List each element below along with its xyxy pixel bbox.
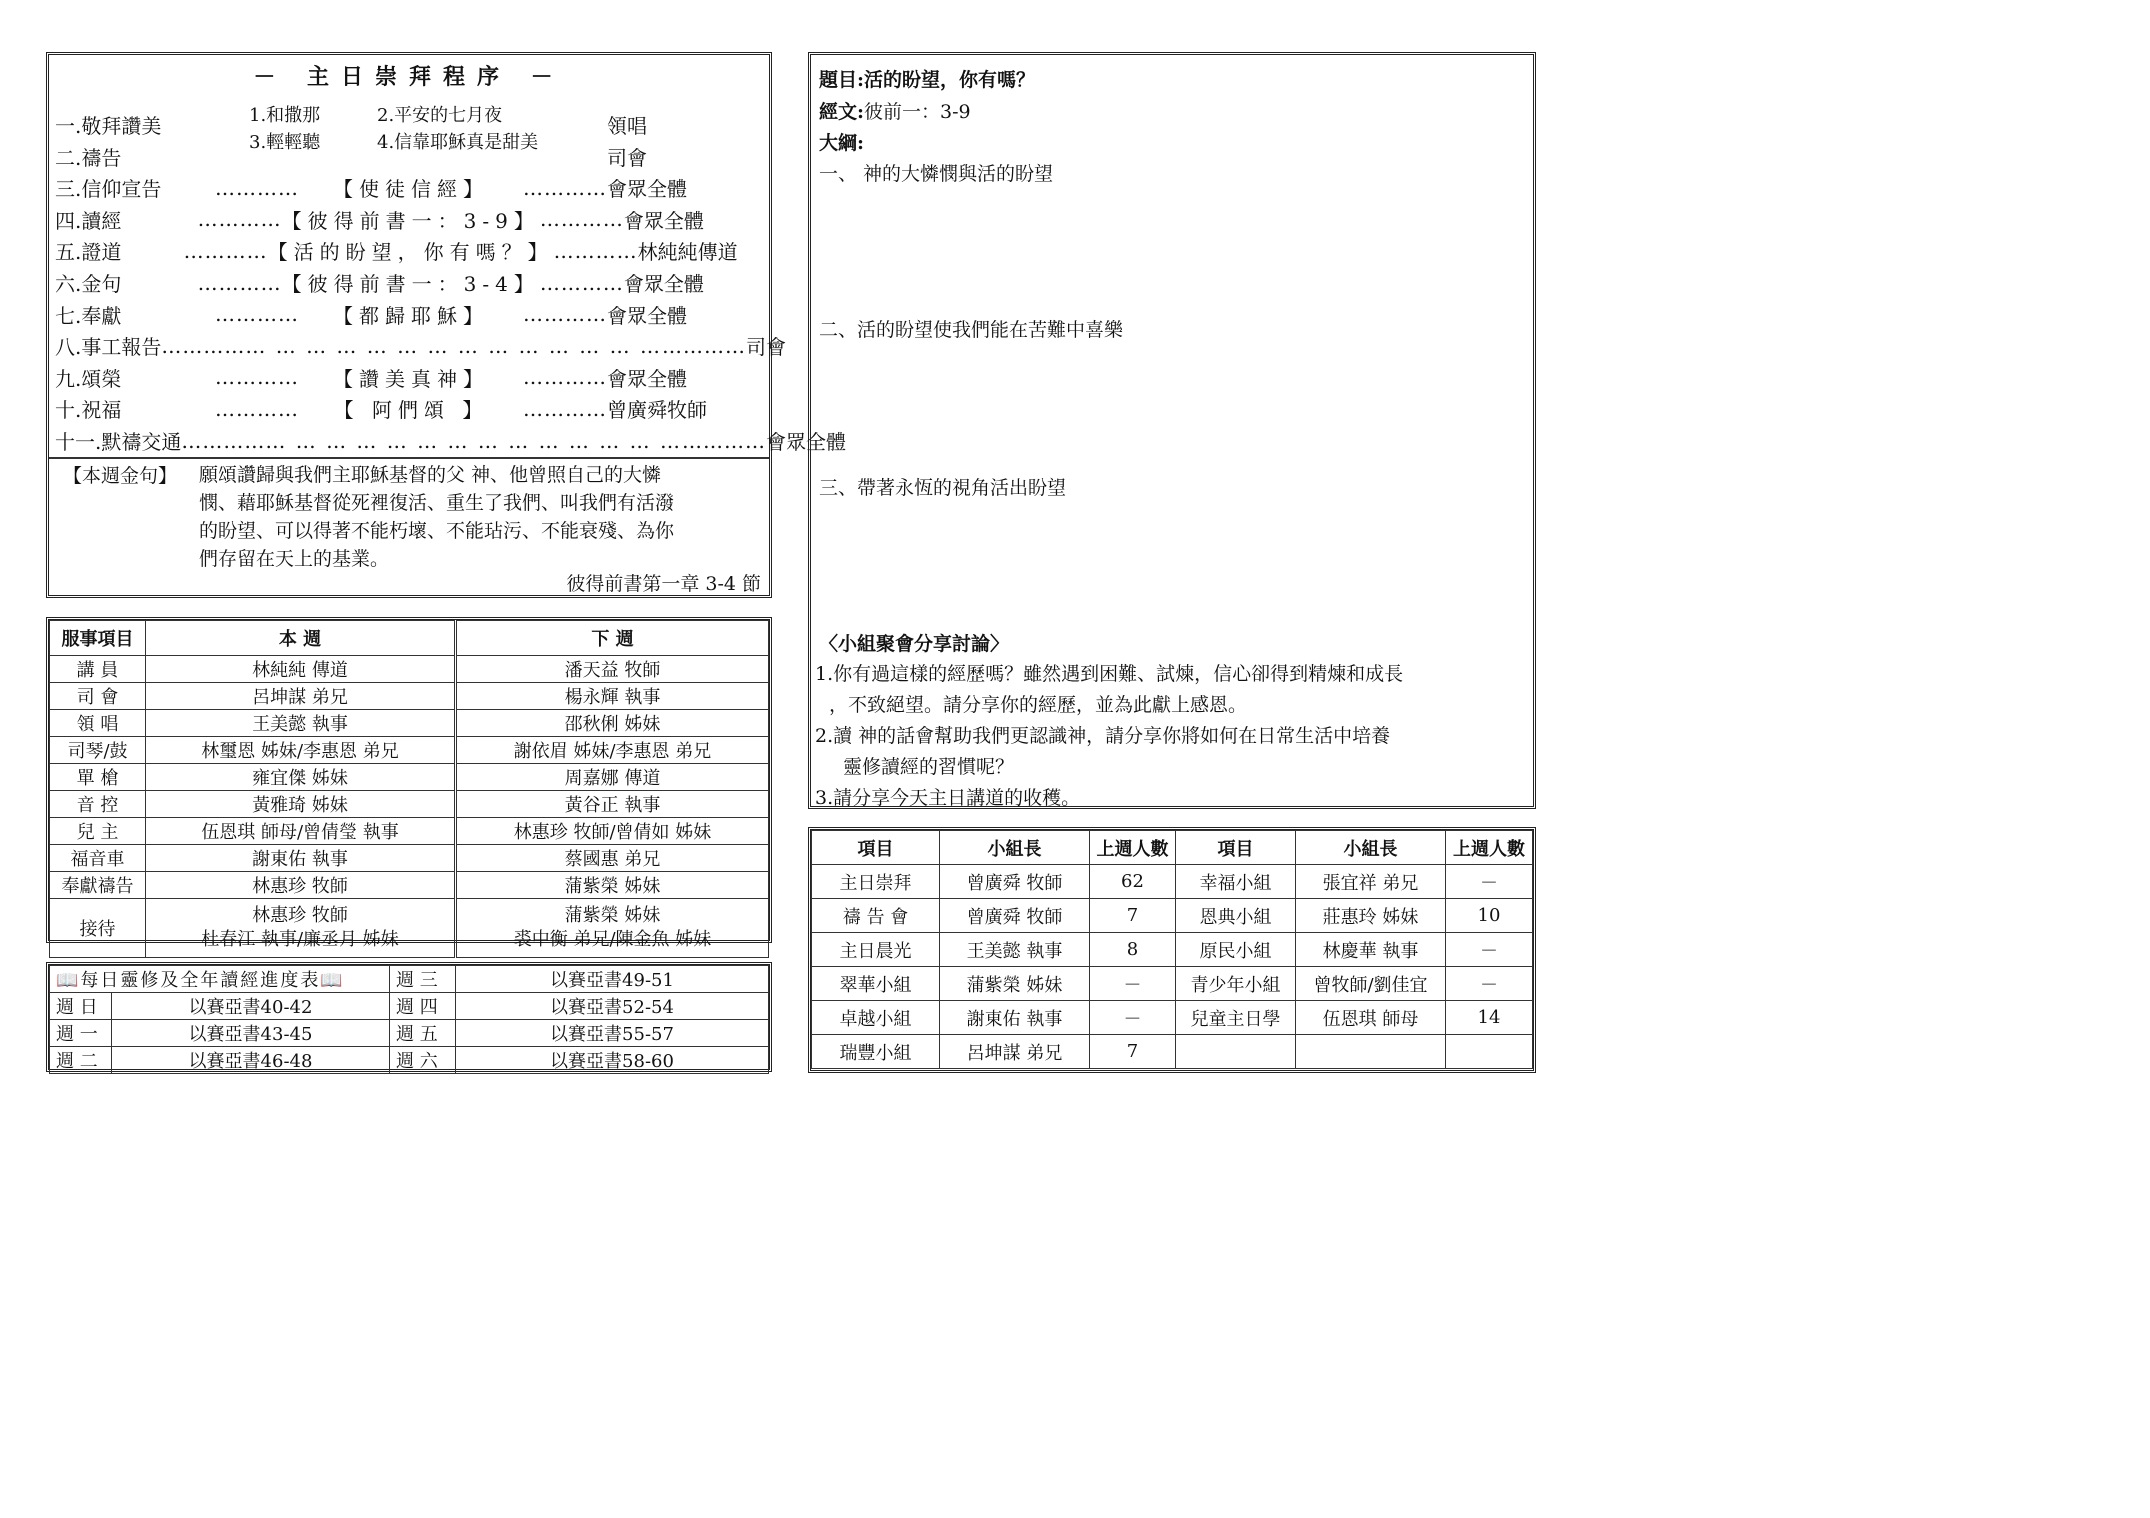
reading-passage: 以賽亞書49-51 bbox=[456, 966, 769, 993]
table-row bbox=[50, 872, 769, 899]
service-this-week: 呂坤謀 弟兄 bbox=[146, 683, 456, 710]
group-cell: 原民小組 bbox=[1176, 933, 1296, 967]
service-this-week: 謝東佑 執事 bbox=[146, 845, 456, 872]
topic-label: 題目: bbox=[819, 69, 865, 91]
leader-dots: ………… bbox=[523, 302, 607, 327]
group-cell: 7 bbox=[1090, 899, 1176, 933]
program-item-label: 五.證道 bbox=[55, 240, 122, 265]
service-header-this-week: 本 週 bbox=[146, 621, 456, 656]
question-line: 靈修讀經的習慣呢？ bbox=[843, 756, 1015, 778]
program-item bbox=[55, 299, 763, 330]
group-cell: 曾廣舜 牧師 bbox=[940, 865, 1090, 899]
group-cell: 兒童主日學 bbox=[1176, 1001, 1296, 1035]
service-next-week: 周嘉娜 傳道 bbox=[456, 764, 769, 791]
leader-dots: ………… bbox=[523, 396, 607, 421]
service-next-week: 楊永輝 執事 bbox=[456, 683, 769, 710]
reading-table bbox=[49, 965, 769, 1074]
program-item-leader: 司會 bbox=[746, 335, 787, 360]
service-role: 司 會 bbox=[50, 683, 146, 710]
table-row bbox=[50, 683, 769, 710]
reading-passage: 以賽亞書46-48 bbox=[112, 1047, 390, 1074]
reading-passage: 以賽亞書40-42 bbox=[112, 993, 390, 1020]
reading-passage: 以賽亞書55-57 bbox=[456, 1020, 769, 1047]
leader-dots: … … … … … … … … … … … … … … bbox=[245, 333, 663, 358]
group-cell: 14 bbox=[1446, 1001, 1533, 1035]
group-header: 上週人數 bbox=[1090, 831, 1176, 865]
sermon-scripture bbox=[819, 97, 971, 124]
verse-line: 願頌讚歸與我們主耶穌基督的父 神、他曾照自己的大憐 bbox=[199, 464, 662, 486]
reading-day: 週 六 bbox=[390, 1047, 456, 1074]
group-cell: － bbox=[1446, 865, 1533, 899]
service-this-week: 林惠珍 牧師 bbox=[146, 872, 456, 899]
outline-point-1: 一、 神的大憐憫與活的盼望 bbox=[819, 163, 1054, 185]
reading-schedule bbox=[46, 962, 772, 1072]
table-row bbox=[50, 818, 769, 845]
table-row bbox=[50, 791, 769, 818]
program-item-leader: 曾廣舜牧師 bbox=[607, 398, 707, 423]
group-cell: 恩典小組 bbox=[1176, 899, 1296, 933]
group-cell: 莊惠玲 姊妹 bbox=[1296, 899, 1446, 933]
program-item-leader: 司會 bbox=[607, 145, 647, 170]
reading-day: 週 日 bbox=[50, 993, 112, 1020]
group-header: 上週人數 bbox=[1446, 831, 1533, 865]
leader-dots: ………… bbox=[215, 396, 299, 421]
service-this-week: 黃雅琦 姊妹 bbox=[146, 791, 456, 818]
hymn-1: 1.和撒那 bbox=[249, 105, 321, 126]
service-next-week: 謝依眉 姊妹/李惠恩 弟兄 bbox=[456, 737, 769, 764]
program-divider bbox=[49, 457, 769, 459]
service-roster bbox=[46, 617, 772, 950]
reading-title-cell bbox=[50, 966, 390, 993]
open-book-icon: 📖 bbox=[320, 970, 345, 991]
program-item-label: 六.金句 bbox=[55, 272, 122, 296]
leader-dots: ………… bbox=[215, 302, 299, 327]
program-item-leader: 會眾全體 bbox=[607, 366, 687, 391]
hymn-4: 4.信靠耶穌真是甜美 bbox=[377, 132, 539, 153]
table-row bbox=[50, 764, 769, 791]
hymn-3: 3.輕輕聽 bbox=[249, 132, 321, 153]
service-next-week: 黃谷正 執事 bbox=[456, 791, 769, 818]
program-item bbox=[55, 330, 787, 361]
service-role: 領 唱 bbox=[50, 710, 146, 737]
service-header-next-week: 下 週 bbox=[456, 621, 769, 656]
reception-name: 蒲紫榮 姊妹 bbox=[564, 905, 661, 926]
group-cell: － bbox=[1090, 1001, 1176, 1035]
verse-line: 們存留在天上的基業。 bbox=[199, 548, 390, 570]
program-item bbox=[55, 362, 763, 393]
reception-name: 杜春江 執事/廉丞月 姊妹 bbox=[201, 929, 399, 950]
program-item bbox=[55, 172, 763, 203]
leader-dots: ………… bbox=[215, 365, 299, 390]
outline-label: 大綱: bbox=[819, 132, 865, 154]
table-row bbox=[50, 737, 769, 764]
group-header: 小組長 bbox=[1296, 831, 1446, 865]
program-item-label: 四.讀經 bbox=[55, 208, 122, 233]
service-role: 講 員 bbox=[50, 656, 146, 683]
service-role: 奉獻禱告 bbox=[50, 872, 146, 899]
group-cell: 林慶華 執事 bbox=[1296, 933, 1446, 967]
table-row bbox=[812, 933, 1533, 967]
group-cell: 伍恩琪 師母 bbox=[1296, 1001, 1446, 1035]
program-item bbox=[55, 425, 847, 456]
program-item-label: 三.信仰宣告 bbox=[55, 177, 162, 202]
program-item-content: 【使徒信經】 bbox=[333, 177, 489, 202]
service-next-week: 蒲紫榮 姊妹 bbox=[456, 872, 769, 899]
program-item-content: 【 阿們頌 】 bbox=[333, 398, 489, 423]
program-item-label: 一.敬拜讚美 bbox=[55, 114, 162, 138]
small-groups bbox=[808, 827, 1536, 1073]
service-header-item: 服事項目 bbox=[50, 621, 146, 656]
service-this-week: 林純純 傳道 bbox=[146, 656, 456, 683]
leader-dots: ………… bbox=[161, 333, 246, 358]
service-next-week: 蔡國惠 弟兄 bbox=[456, 845, 769, 872]
program-item bbox=[55, 109, 763, 140]
question-line: 2.讀 神的話會幫助我們更認識神，請分享你將如何在日常生活中培養 bbox=[815, 725, 1391, 747]
leader-dots: ………… bbox=[682, 428, 767, 453]
service-role: 福音車 bbox=[50, 845, 146, 872]
outline-point-3: 三、帶著永恆的視角活出盼望 bbox=[819, 477, 1067, 499]
group-header: 小組長 bbox=[940, 831, 1090, 865]
program-item-label: 九.頌榮 bbox=[55, 366, 122, 391]
program-item-leader: 林純純傳道 bbox=[637, 240, 738, 265]
service-this-week: 伍恩琪 師母/曾倩瑩 執事 bbox=[146, 818, 456, 845]
group-cell: 青少年小組 bbox=[1176, 967, 1296, 1001]
group-cell: 10 bbox=[1446, 899, 1533, 933]
program-item bbox=[55, 393, 763, 424]
reading-day: 週 三 bbox=[390, 966, 456, 993]
reception-this-week bbox=[146, 899, 456, 958]
service-table bbox=[49, 620, 769, 958]
program-item-content: 【活的盼望，你有嗎？】 bbox=[267, 240, 554, 265]
group-cell: 62 bbox=[1090, 865, 1176, 899]
group-cell: 卓越小組 bbox=[812, 1001, 940, 1035]
reading-day: 週 一 bbox=[50, 1020, 112, 1047]
service-this-week: 雍宜傑 姊妹 bbox=[146, 764, 456, 791]
reading-passage: 以賽亞書52-54 bbox=[456, 993, 769, 1020]
reception-name: 裘中衡 弟兄/陳金魚 姊妹 bbox=[513, 929, 712, 950]
program-item-label: 十.祝福 bbox=[55, 398, 122, 423]
program-item-label: 十一.默禱交通 bbox=[55, 430, 182, 454]
group-cell: 7 bbox=[1090, 1035, 1176, 1069]
program-item-content: 【彼得前書一：3-4】 bbox=[281, 272, 540, 296]
service-this-week: 林璽恩 姊妹/李惠恩 弟兄 bbox=[146, 737, 456, 764]
reading-day: 週 四 bbox=[390, 993, 456, 1020]
verse-line: 憫、藉耶穌基督從死裡復活、重生了我們、叫我們有活潑 bbox=[199, 492, 675, 514]
service-role: 司琴/鼓 bbox=[50, 737, 146, 764]
group-cell bbox=[1296, 1035, 1446, 1069]
table-row bbox=[50, 845, 769, 872]
leader-dots: ………… bbox=[662, 333, 747, 358]
leader-dots: ………… bbox=[183, 238, 268, 263]
question-line: ，不致絕望。請分享你的經歷，並為此獻上感恩。 bbox=[829, 694, 1248, 716]
group-cell: 翠華小組 bbox=[812, 967, 940, 1001]
reading-day: 週 二 bbox=[50, 1047, 112, 1074]
program-item-content: 【讚美真神】 bbox=[333, 366, 489, 391]
group-cell: 謝東佑 執事 bbox=[940, 1001, 1090, 1035]
reception-label: 接待 bbox=[50, 899, 146, 958]
scripture-text: 彼前一：3-9 bbox=[864, 101, 971, 123]
leader-dots: … … … … … … … … … … … … … … bbox=[265, 428, 683, 453]
leader-dots: ………… bbox=[181, 428, 266, 453]
program-item-label: 七.奉獻 bbox=[55, 303, 122, 328]
group-cell: 王美懿 執事 bbox=[940, 933, 1090, 967]
group-cell: 呂坤謀 弟兄 bbox=[940, 1035, 1090, 1069]
leader-dots: ………… bbox=[539, 270, 624, 295]
group-cell: 曾廣舜 牧師 bbox=[940, 899, 1090, 933]
reception-name: 林惠珍 牧師 bbox=[252, 905, 348, 926]
group-cell: 8 bbox=[1090, 933, 1176, 967]
program-title: － 主日崇拜程序 － bbox=[253, 64, 565, 90]
leader-dots: ………… bbox=[215, 175, 299, 200]
table-row bbox=[812, 1001, 1533, 1035]
open-book-icon: 📖 bbox=[56, 970, 81, 991]
leader-dots: ………… bbox=[523, 365, 607, 390]
program-item-content: 【都歸耶穌】 bbox=[333, 303, 489, 328]
reading-passage: 以賽亞書43-45 bbox=[112, 1020, 390, 1047]
group-header: 項目 bbox=[1176, 831, 1296, 865]
hymn-2: 2.平安的七月夜 bbox=[377, 105, 503, 126]
group-cell: 幸福小組 bbox=[1176, 865, 1296, 899]
outline-point-2: 二、活的盼望使我們能在苦難中喜樂 bbox=[819, 319, 1124, 341]
service-role: 兒 主 bbox=[50, 818, 146, 845]
service-this-week: 王美懿 執事 bbox=[146, 710, 456, 737]
table-row bbox=[812, 967, 1533, 1001]
group-cell bbox=[1446, 1035, 1533, 1069]
group-header: 項目 bbox=[812, 831, 940, 865]
discussion-title: 〈小組聚會分享討論〉 bbox=[819, 633, 1010, 655]
table-row bbox=[812, 1035, 1533, 1069]
table-row bbox=[50, 710, 769, 737]
program-item bbox=[55, 267, 763, 298]
reception-next-week bbox=[456, 899, 769, 958]
group-cell: 禱 告 會 bbox=[812, 899, 940, 933]
group-cell: － bbox=[1090, 967, 1176, 1001]
weekly-verse bbox=[199, 461, 674, 573]
leader-dots: ………… bbox=[553, 238, 638, 263]
group-cell: 張宜祥 弟兄 bbox=[1296, 865, 1446, 899]
service-next-week: 林惠珍 牧師/曾倩如 姊妹 bbox=[456, 818, 769, 845]
program-item-label: 八.事工報告 bbox=[55, 335, 162, 360]
program-item-content: 【彼得前書一：3-9】 bbox=[281, 208, 540, 233]
verse-label: 【本週金句】 bbox=[63, 465, 178, 487]
group-cell: － bbox=[1446, 933, 1533, 967]
sermon-notes bbox=[808, 52, 1536, 809]
reading-passage: 以賽亞書58-60 bbox=[456, 1047, 769, 1074]
service-role: 單 槍 bbox=[50, 764, 146, 791]
reading-day: 週 五 bbox=[390, 1020, 456, 1047]
program-item bbox=[55, 235, 763, 266]
leader-dots: ………… bbox=[523, 175, 607, 200]
question-line: 1.你有過這樣的經歷嗎？雖然遇到困難、試煉，信心卻得到精煉和成長 bbox=[815, 663, 1404, 685]
group-cell: 主日崇拜 bbox=[812, 865, 940, 899]
group-cell: 主日晨光 bbox=[812, 933, 940, 967]
program-item-leader: 會眾全體 bbox=[623, 272, 704, 296]
program-item-leader: 會眾全體 bbox=[623, 208, 704, 233]
program-item bbox=[55, 141, 763, 172]
program-item-leader: 領唱 bbox=[607, 114, 647, 138]
verse-line: 的盼望、可以得著不能朽壞、不能玷污、不能衰殘、為你 bbox=[199, 520, 675, 542]
group-cell: － bbox=[1446, 967, 1533, 1001]
group-cell: 曾牧師/劉佳宜 bbox=[1296, 967, 1446, 1001]
program-item-leader: 會眾全體 bbox=[607, 177, 687, 202]
verse-reference: 彼得前書第一章 3-4 節 bbox=[566, 573, 761, 595]
program-item bbox=[55, 204, 763, 235]
group-cell bbox=[1176, 1035, 1296, 1069]
reading-title: 每日靈修及全年讀經進度表 bbox=[80, 970, 321, 991]
leader-dots: ………… bbox=[539, 207, 624, 232]
program-item-leader: 會眾全體 bbox=[766, 430, 847, 454]
service-role: 音 控 bbox=[50, 791, 146, 818]
group-cell: 瑞豐小組 bbox=[812, 1035, 940, 1069]
discussion-questions bbox=[815, 659, 1403, 814]
topic-text: 活的盼望，你有嗎？ bbox=[864, 69, 1036, 91]
leader-dots: ………… bbox=[197, 270, 282, 295]
table-row bbox=[812, 899, 1533, 933]
service-next-week: 邵秋俐 姊妹 bbox=[456, 710, 769, 737]
program-item-label: 二.禱告 bbox=[55, 145, 122, 170]
table-row bbox=[50, 656, 769, 683]
group-cell: 蒲紫榮 姊妹 bbox=[940, 967, 1090, 1001]
scripture-label: 經文: bbox=[819, 101, 865, 123]
service-next-week: 潘天益 牧師 bbox=[456, 656, 769, 683]
sermon-topic bbox=[819, 65, 1035, 92]
leader-dots: ………… bbox=[197, 207, 282, 232]
table-row bbox=[812, 865, 1533, 899]
program-item-leader: 會眾全體 bbox=[607, 303, 687, 328]
question-line: 3.請分享今天主日講道的收穫。 bbox=[815, 787, 1081, 809]
groups-table bbox=[811, 830, 1533, 1069]
